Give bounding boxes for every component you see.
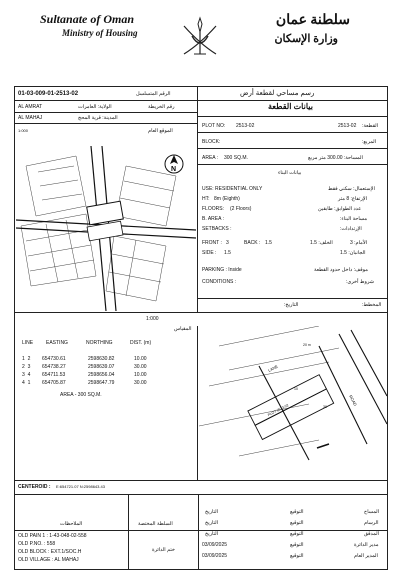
coords-header-northing: NORTHING: [86, 340, 113, 346]
national-emblem-icon: [178, 14, 222, 62]
plot-label: PLOT 2513-02: [267, 403, 290, 418]
table-cell-dist: 30.00: [134, 364, 147, 370]
plot-data-title: بيانات القطعة: [268, 102, 313, 111]
village-label: المدينة: قرية المحج: [78, 115, 118, 121]
building-data-title: بيانات البناء: [278, 170, 302, 176]
table-row: 2 3: [22, 364, 31, 370]
sign-row-role: الرسام: [364, 520, 379, 526]
coords-header-line: LINE: [22, 340, 34, 346]
table-cell-northing: 2598639.07: [88, 364, 115, 370]
coords-header-dist: DIST. (m): [130, 340, 152, 346]
back-label: BACK :: [244, 240, 261, 246]
sign-row-role: المدقق: [364, 531, 379, 537]
serial-label: الرقم المتسلسل: [136, 91, 171, 97]
area-label: AREA :: [202, 155, 219, 161]
floors-label: FLOORS:: [202, 206, 224, 212]
conditions-ar: شروط أخرى:: [346, 279, 374, 285]
table-cell-dist: 30.00: [134, 380, 147, 386]
floors-ar: عدد الطوابق: طابقين: [318, 206, 362, 212]
old-block: OLD BLOCK : EXT.1/SOC.H: [18, 549, 82, 555]
table-cell-dist: 10.00: [134, 372, 147, 378]
sign-row-date: 03/09/2025: [202, 553, 228, 559]
sign-row-sign: التوقيع: [290, 520, 304, 526]
plot-no-value: 2513-02: [236, 123, 255, 129]
doc-title: رسم مساحي لقطعة أرض: [240, 90, 315, 97]
area-value: 300 SQ.M.: [224, 155, 248, 161]
plot-no-value-ar: 2513-02: [338, 123, 357, 129]
dim-20: 20 m: [303, 343, 311, 347]
serial-number: 01-03-009-01-2513-02: [18, 91, 79, 97]
authority-label: السلطة المختصة: [138, 521, 173, 527]
front-label: FRONT :: [202, 240, 222, 246]
area-ar: المساحة: 300.00 متر مربع: [308, 155, 363, 161]
use-ar: الإستعمال: سكني فقط: [328, 186, 375, 192]
table-cell-easting: 654738.27: [42, 364, 66, 370]
header-ar-subtitle: وزارة الإسكان: [274, 33, 338, 45]
svg-text:N: N: [171, 166, 177, 173]
plot-no-label: PLOT NO:: [202, 123, 226, 129]
coords-area-line: AREA - 300 SQ.M.: [60, 392, 102, 398]
lane-label: LANE: [267, 363, 279, 373]
general-site-label: الموقع العام: [148, 128, 173, 134]
table-cell-easting: 654711.53: [42, 372, 66, 378]
table-row: 4 1: [22, 380, 31, 386]
stamp-label: ختم الدائرة: [152, 547, 176, 553]
front-ar: الأمام: 3: [350, 240, 368, 246]
use-value: USE: RESIDENTIAL ONLY: [202, 186, 263, 192]
back-ar: الخلف: 1.5: [310, 240, 333, 246]
plot-no-ar-label: القطعة:: [362, 123, 379, 129]
back-value: 1.5: [265, 240, 272, 246]
sign-row-sign: التوقيع: [290, 509, 304, 515]
wilayat-value: AL AMRAT: [18, 104, 43, 110]
sign-row-sign: التوقيع: [290, 553, 304, 559]
parking-value: PARKING : Inside: [202, 267, 242, 273]
b-area-label: B. AREA :: [202, 216, 224, 222]
sign-row-date: التاريخ: [205, 531, 218, 537]
block-label: BLOCK:: [202, 139, 221, 145]
coords-scale-label: المقياس: [174, 326, 192, 332]
north-arrow-icon: [163, 153, 185, 175]
sign-row-sign: التوقيع: [290, 531, 304, 537]
height-ar: الإرتفاع: 8 متر: [338, 196, 367, 202]
table-row: 1 2: [22, 356, 31, 362]
sign-row-sign: التوقيع: [290, 542, 304, 548]
notes-label: الملاحظات: [60, 521, 83, 527]
table-cell-northing: 2598656.04: [88, 372, 115, 378]
sign-row-role: مدير الدائرة: [354, 542, 379, 548]
sign-row-role: المساح: [364, 509, 380, 515]
centeroid-value: E:654721.07 N:2598643.43: [56, 484, 105, 489]
sign-row-date: 03/09/2025: [202, 542, 228, 548]
header-ar-title: سلطنة عمان: [275, 13, 350, 28]
height-value: 8m (Eighth): [214, 196, 240, 202]
old-village: OLD VILLAGE : AL MAHAJ: [18, 557, 79, 563]
old-pain: OLD PAIN 1 : 1-43-048-02-558: [18, 533, 87, 539]
header-en-title: Sultanate of Oman: [40, 12, 135, 26]
side-label: SIDE :: [202, 250, 217, 256]
site-plan-drawing: [199, 326, 387, 478]
front-value: 3: [226, 240, 229, 246]
general-scale: 1:000: [18, 128, 29, 133]
road-label: ROAD: [348, 394, 358, 407]
dim-30: 30: [323, 405, 327, 409]
table-cell-easting: 654705.87: [42, 380, 66, 386]
conditions-label: CONDITIONS :: [202, 279, 237, 285]
wilayat-label: الولاية: العامرات: [78, 104, 112, 110]
header-en-subtitle: Ministry of Housing: [62, 28, 138, 38]
sign-row-date: التاريخ: [205, 520, 218, 526]
coords-header-easting: EASTING: [46, 340, 68, 346]
table-row: 3 4: [22, 372, 31, 378]
height-label: HT:: [202, 196, 210, 202]
village-value: AL MAHAJ: [18, 115, 43, 121]
table-cell-dist: 10.00: [134, 356, 147, 362]
coords-scale: 1:000: [146, 316, 159, 322]
table-cell-northing: 2598630.82: [88, 356, 115, 362]
b-area-ar: مساحة البناء:: [340, 216, 368, 222]
floors-value: (2 Floors): [230, 206, 252, 212]
side-ar: الجانبان: 1.5: [340, 250, 366, 256]
centeroid-label: CENTEROID :: [18, 484, 51, 490]
planner-ar: المخطط:: [362, 302, 382, 308]
date-ar: التاريخ:: [284, 302, 299, 308]
map-label: رقم الخريطة: [148, 104, 175, 110]
dim-10: 10: [294, 387, 298, 391]
table-cell-easting: 654730.61: [42, 356, 66, 362]
sign-row-role: المدير العام: [354, 553, 378, 559]
setbacks-ar: الإرتدادات:: [340, 226, 362, 232]
side-value: 1.5: [224, 250, 231, 256]
parking-ar: موقف: داخل حدود القطعة: [314, 267, 368, 273]
sign-row-date: التاريخ: [205, 509, 218, 515]
old-pno: OLD P.NO. : 558: [18, 541, 56, 547]
table-cell-northing: 2598647.79: [88, 380, 115, 386]
block-ar-label: المربع:: [362, 139, 377, 145]
setbacks-label: SETBACKS :: [202, 226, 232, 232]
